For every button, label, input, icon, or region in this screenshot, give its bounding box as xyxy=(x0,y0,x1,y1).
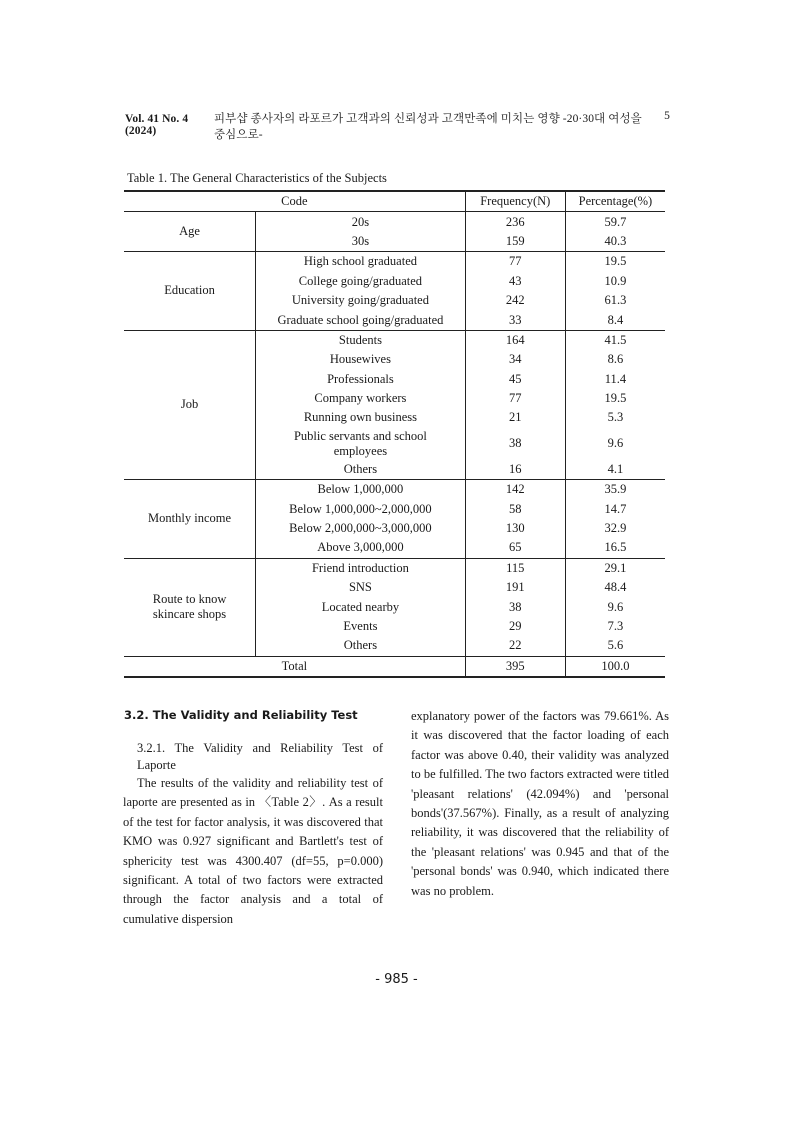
frequency-cell: 22 xyxy=(465,636,565,656)
item-label: Professionals xyxy=(256,370,466,389)
frequency-cell: 191 xyxy=(465,578,565,597)
table-row xyxy=(124,480,665,500)
percentage-cell: 61.3 xyxy=(604,293,627,308)
item-label: High school graduated xyxy=(256,252,466,272)
total-row xyxy=(124,656,665,677)
frequency-cell: 142 xyxy=(465,480,565,500)
percentage-cell: 11.4 xyxy=(604,371,627,386)
section-heading: 3.2. The Validity and Reliability Test xyxy=(124,708,358,722)
percentage-cell: 48.4 xyxy=(604,580,627,595)
frequency-cell: 115 xyxy=(465,558,565,578)
percentage-cell: 9.6 xyxy=(607,436,624,451)
group-education xyxy=(124,252,665,331)
code-header: Code xyxy=(124,191,465,212)
frequency-header: Frequency(N) xyxy=(465,191,565,212)
frequency-cell: 77 xyxy=(465,252,565,272)
percentage-cell: 41.5 xyxy=(604,332,627,347)
frequency-cell: 38 xyxy=(465,428,565,460)
left-column xyxy=(123,774,383,929)
table-row xyxy=(124,330,665,350)
frequency-cell: 16 xyxy=(465,460,565,480)
percentage-cell: 10.9 xyxy=(604,273,627,288)
frequency-cell: 33 xyxy=(465,310,565,330)
percentage-header: Percentage(%) xyxy=(578,194,653,209)
percentage-cell: 5.3 xyxy=(607,410,624,425)
category-label: Route to know skincare shops xyxy=(124,558,256,656)
item-label: Located nearby xyxy=(256,597,466,616)
frequency-cell: 58 xyxy=(465,499,565,518)
item-label: Graduate school going/graduated xyxy=(256,310,466,330)
journal-volume: Vol. 41 No. 4 (2024) xyxy=(125,113,189,137)
percentage-cell: 7.3 xyxy=(607,619,624,633)
category-label: Monthly income xyxy=(124,480,256,559)
body-paragraph: The results of the validity and reliability test of laporte are presented as in 〈Table 2〉. As a result of the test for factor analysis, it was discovered that KMO was 0.927 significant and Bartlett's test of sphericity test was 4300.407 (df=55, p=0.000) significant. A total of two factors were extracted through the factor analysis and a total of cumulative dispersion xyxy=(123,776,383,926)
characteristics-table xyxy=(124,190,665,678)
category-label: Job xyxy=(124,330,256,479)
item-label: University going/graduated xyxy=(256,291,466,310)
header-page-number: 5 xyxy=(664,110,670,122)
frequency-cell: 21 xyxy=(465,408,565,427)
frequency-cell: 38 xyxy=(465,597,565,616)
frequency-cell: 43 xyxy=(465,272,565,291)
item-label: Company workers xyxy=(256,389,466,408)
percentage-cell: 32.9 xyxy=(604,521,627,536)
total-frequency: 395 xyxy=(465,656,565,677)
frequency-cell: 242 xyxy=(465,291,565,310)
item-label: SNS xyxy=(256,578,466,597)
table-header-row xyxy=(124,191,665,212)
table-row xyxy=(124,558,665,578)
korean-article-title: 피부샵 종사자의 라포르가 고객과의 신뢰성과 고객만족에 미치는 영향 -20·30대 여성을 중심으로- xyxy=(213,113,642,141)
category-label: Age xyxy=(124,212,256,252)
percentage-cell: 16.5 xyxy=(604,540,627,555)
table-row xyxy=(124,212,665,232)
frequency-cell: 34 xyxy=(465,350,565,369)
percentage-cell: 4.1 xyxy=(607,461,624,476)
group-age xyxy=(124,212,665,252)
right-column xyxy=(411,707,669,901)
body-paragraph: explanatory power of the factors was 79.661%. As it was discovered that the factor loading of each factor was above 0.40, their validity was analyzed to be fulfilled. The two factors extracted were titled 'pleasant relations' (42.094%) and 'personal bonds'(37.567%). Finally, as a result of analyzing reliability, it was discovered that the reliability of the 'pleasant relations' was 0.945 and that of the 'personal bonds' was 0.940, which indicated there was no problem. xyxy=(411,709,669,898)
item-label: Events xyxy=(256,617,466,636)
frequency-cell: 77 xyxy=(465,389,565,408)
item-label: Students xyxy=(256,330,466,350)
group-monthly-income xyxy=(124,480,665,559)
frequency-cell: 159 xyxy=(465,232,565,252)
item-label: College going/graduated xyxy=(256,272,466,291)
percentage-cell: 5.6 xyxy=(607,638,624,653)
item-label: Friend introduction xyxy=(256,558,466,578)
total-percentage: 100.0 xyxy=(601,658,630,673)
table-caption: Table 1. The General Characteristics of the Subjects xyxy=(127,171,387,185)
percentage-cell: 8.6 xyxy=(607,352,624,367)
frequency-cell: 236 xyxy=(465,212,565,232)
percentage-cell: 59.7 xyxy=(604,214,627,229)
item-label: Running own business xyxy=(256,408,466,427)
percentage-cell: 8.4 xyxy=(607,312,624,327)
frequency-cell: 45 xyxy=(465,370,565,389)
item-label: 30s xyxy=(256,232,466,252)
percentage-cell: 14.7 xyxy=(604,501,627,516)
category-label: Education xyxy=(124,252,256,331)
item-label: Housewives xyxy=(256,350,466,369)
frequency-cell: 164 xyxy=(465,330,565,350)
percentage-cell: 29.1 xyxy=(604,560,627,575)
item-label: Public servants and school employees xyxy=(256,428,466,460)
item-label: 20s xyxy=(256,212,466,232)
frequency-cell: 130 xyxy=(465,519,565,538)
frequency-cell: 65 xyxy=(465,538,565,558)
item-label: Below 2,000,000~3,000,000 xyxy=(256,519,466,538)
percentage-cell: 19.5 xyxy=(604,254,627,269)
group-route xyxy=(124,558,665,656)
footer-page-number: - 985 - xyxy=(375,972,418,987)
item-label: Others xyxy=(256,636,466,656)
running-header xyxy=(125,110,670,142)
percentage-cell: 35.9 xyxy=(604,482,627,497)
item-label: Others xyxy=(256,460,466,480)
table-row xyxy=(124,252,665,272)
total-label: Total xyxy=(124,656,465,677)
item-label: Below 1,000,000~2,000,000 xyxy=(256,499,466,518)
percentage-cell: 19.5 xyxy=(604,391,627,406)
percentage-cell: 9.6 xyxy=(607,599,624,614)
frequency-cell: 29 xyxy=(465,617,565,636)
item-label: Above 3,000,000 xyxy=(256,538,466,558)
subsection-heading: 3.2.1. The Validity and Reliability Test of Laporte xyxy=(137,741,383,772)
item-label: Below 1,000,000 xyxy=(256,480,466,500)
group-job xyxy=(124,330,665,479)
percentage-cell: 40.3 xyxy=(604,233,627,248)
